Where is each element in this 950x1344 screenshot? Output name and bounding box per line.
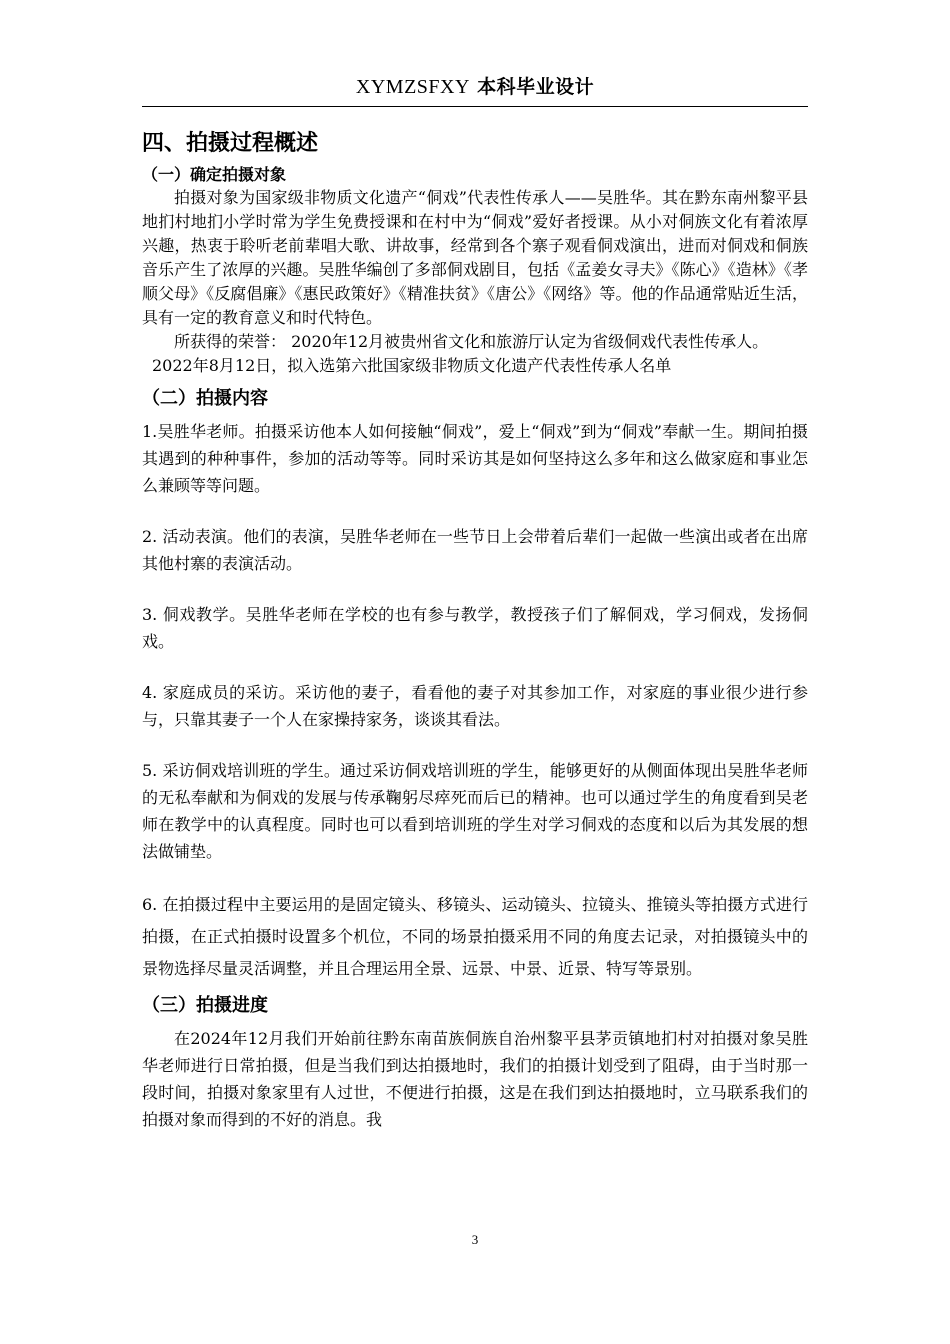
page-number: 3 <box>471 1232 479 1247</box>
subsection-title-2: （二）拍摄内容 <box>142 388 268 409</box>
subsection-title-1: （一）确定拍摄对象 <box>142 165 287 184</box>
section-title: 四、拍摄过程概述 <box>142 131 319 156</box>
list-item: 2. 活动表演。他们的表演，吴胜华老师在一些节日上会带着后辈们一起做一些演出或者在出席其他村寨的表演活动。 <box>142 527 808 573</box>
header-latin: XYMZSFXY <box>355 76 470 98</box>
page-header <box>0 72 950 99</box>
list-item: 3. 侗戏教学。吴胜华老师在学校的也有参与教学，教授孩子们了解侗戏，学习侗戏，发扬侗戏。 <box>142 605 808 651</box>
paragraph: 2022年8月12日，拟入选第六批国家级非物质文化遗产代表性传承人名单 <box>152 356 672 375</box>
main-content <box>142 120 808 1133</box>
list-item: 6. 在拍摄过程中主要运用的是固定镜头、移镜头、运动镜头、拉镜头、推镜头等拍摄方式进行拍摄，在正式拍摄时设置多个机位，不同的场景拍摄采用不同的角度去记录，对拍摄镜头中的景物选择尽量灵活调整，并且合理运用全景、远景、中景、近景、特写等景别。 <box>142 895 808 978</box>
list-item: 4. 家庭成员的采访。采访他的妻子，看看他的妻子对其参加工作，对家庭的事业很少进行参与，只靠其妻子一个人在家操持家务，谈谈其看法。 <box>142 683 808 729</box>
paragraph: 拍摄对象为国家级非物质文化遗产“侗戏”代表性传承人——吴胜华。其在黔东南州黎平县地扪村地扪小学时常为学生免费授课和在村中为“侗戏”爱好者授课。从小对侗族文化有着浓厚兴趣，热衷于聆听老前辈唱大歌、讲故事，经常到各个寨子观看侗戏演出，进而对侗戏和侗族音乐产生了浓厚的兴趣。吴胜华编创了多部侗戏剧目，包括《孟姜女寻夫》《陈心》《造林》《孝顺父母》《反腐倡廉》《惠民政策好》《精准扶贫》《唐公》《网络》等。他的作品通常贴近生活，具有一定的教育意义和时代特色。 <box>142 188 808 327</box>
paragraph: 在2024年12月我们开始前往黔东南苗族侗族自治州黎平县茅贡镇地扪村对拍摄对象吴胜华老师进行日常拍摄，但是当我们到达拍摄地时，我们的拍摄计划受到了阻碍，由于当时那一段时间，拍摄对象家里有人过世，不便进行拍摄，这是在我们到达拍摄地时，立马联系我们的拍摄对象而得到的不好的消息。我 <box>142 1029 808 1129</box>
header-title: 本科毕业设计 <box>469 76 595 98</box>
paragraph: 所获得的荣誉： 2020年12月被贵州省文化和旅游厅认定为省级侗戏代表性传承人。 <box>174 332 769 351</box>
header-rule <box>142 106 808 107</box>
list-item: 1.吴胜华老师。拍摄采访他本人如何接触“侗戏”，爱上“侗戏”到为“侗戏”奉献一生。期间拍摄其遇到的种种事件，参加的活动等等。同时采访其是如何坚持这么多年和这么做家庭和事业怎么兼顾等等问题。 <box>142 422 808 495</box>
subsection-title-3: （三）拍摄进度 <box>142 995 268 1016</box>
list-item: 5. 采访侗戏培训班的学生。通过采访侗戏培训班的学生，能够更好的从侧面体现出吴胜华老师的无私奉献和为侗戏的发展与传承鞠躬尽瘁死而后已的精神。也可以通过学生的角度看到吴老师在教学中的认真程度。同时也可以看到培训班的学生对学习侗戏的态度和以后为其发展的想法做铺垫。 <box>142 761 808 861</box>
